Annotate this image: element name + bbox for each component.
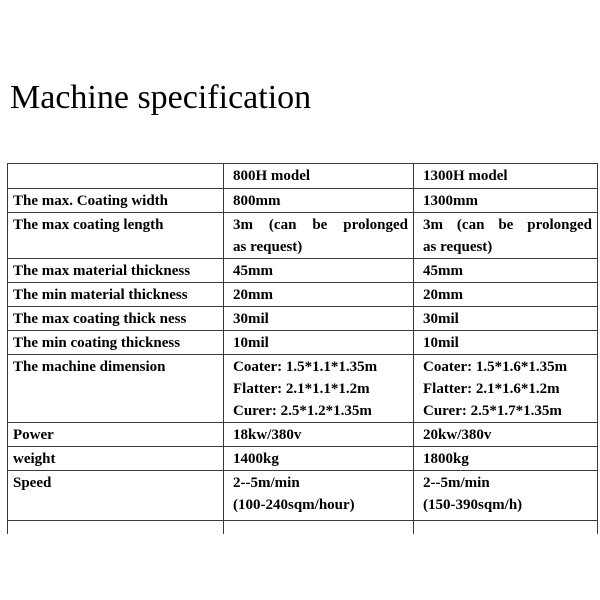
cell-value: 20mm	[423, 287, 463, 303]
spec-row-power	[8, 423, 598, 447]
value-cell-1300h	[414, 307, 598, 331]
cell-value: 1800kg	[423, 451, 469, 467]
cell-value-line: as request)	[423, 239, 493, 255]
value-cell-800h	[224, 283, 414, 307]
value-cell-1300h	[414, 259, 598, 283]
value-cell-800h	[224, 471, 414, 521]
cell-value-line: (150-390sqm/h)	[423, 497, 523, 513]
spec-row-min-material-thickness	[8, 283, 598, 307]
row-label: The max coating length	[13, 217, 164, 233]
spec-row-max-coating-width	[8, 189, 598, 213]
row-label-cell	[8, 331, 224, 355]
cell-value-line: 3m (can be prolonged	[423, 217, 592, 233]
cell-value: 10mil	[423, 335, 459, 351]
cell-value-line: Coater: 1.5*1.6*1.35m	[423, 359, 568, 375]
empty-cell	[8, 521, 224, 534]
page-title: Machine specification	[10, 79, 312, 116]
cell-value-line: Coater: 1.5*1.1*1.35m	[233, 359, 378, 375]
value-cell-800h	[224, 355, 414, 423]
value-cell-1300h	[414, 355, 598, 423]
row-label-cell	[8, 283, 224, 307]
cell-value: 10mil	[233, 335, 269, 351]
machine-spec-table	[7, 163, 598, 534]
spec-row-speed	[8, 471, 598, 521]
header-cell-empty	[8, 164, 224, 189]
cell-value-line: Flatter: 2.1*1.6*1.2m	[423, 381, 560, 397]
value-cell-1300h	[414, 447, 598, 471]
row-label-cell	[8, 189, 224, 213]
cell-value: 18kw/380v	[233, 427, 302, 443]
value-cell-800h	[224, 213, 414, 259]
value-cell-800h	[224, 423, 414, 447]
header-cell-1300h-model	[414, 164, 598, 189]
cell-value: 45mm	[423, 263, 463, 279]
spec-row-max-coating-length	[8, 213, 598, 259]
cell-value: 30mil	[423, 311, 459, 327]
value-cell-1300h	[414, 471, 598, 521]
value-cell-1300h	[414, 423, 598, 447]
column-header: 800H model	[233, 168, 311, 184]
cell-value-line: Curer: 2.5*1.7*1.35m	[423, 403, 562, 419]
row-label: Power	[13, 427, 54, 443]
cell-value-line: (100-240sqm/hour)	[233, 497, 355, 513]
cell-value-line: 3m (can be prolonged	[233, 217, 408, 233]
cell-value: 20kw/380v	[423, 427, 492, 443]
cell-value: 1400kg	[233, 451, 279, 467]
spec-row-max-material-thickness	[8, 259, 598, 283]
cell-value-line: 2--5m/min	[233, 475, 300, 491]
empty-cell	[224, 521, 414, 534]
row-label: weight	[13, 451, 56, 467]
value-cell-800h	[224, 259, 414, 283]
row-label-cell	[8, 259, 224, 283]
header-cell-800h-model	[224, 164, 414, 189]
cell-value: 20mm	[233, 287, 273, 303]
value-cell-800h	[224, 331, 414, 355]
cell-value-line: Curer: 2.5*1.2*1.35m	[233, 403, 372, 419]
cell-value-line: 2--5m/min	[423, 475, 490, 491]
value-cell-800h	[224, 307, 414, 331]
value-cell-800h	[224, 189, 414, 213]
row-label: The min material thickness	[13, 287, 188, 303]
cell-value: 1300mm	[423, 193, 478, 209]
row-label-cell	[8, 471, 224, 521]
cell-value: 800mm	[233, 193, 281, 209]
cell-value: 45mm	[233, 263, 273, 279]
spec-row-max-coating-thickness	[8, 307, 598, 331]
empty-cell	[414, 521, 598, 534]
row-label-cell	[8, 213, 224, 259]
spec-row-weight	[8, 447, 598, 471]
empty-truncated-row	[8, 521, 598, 534]
row-label: The machine dimension	[13, 359, 166, 375]
value-cell-1300h	[414, 213, 598, 259]
row-label: The max coating thick ness	[13, 311, 187, 327]
row-label: Speed	[13, 475, 52, 491]
row-label: The min coating thickness	[13, 335, 181, 351]
row-label-cell	[8, 355, 224, 423]
row-label-cell	[8, 447, 224, 471]
row-label-cell	[8, 423, 224, 447]
spec-row-min-coating-thickness	[8, 331, 598, 355]
value-cell-800h	[224, 447, 414, 471]
cell-value: 30mil	[233, 311, 269, 327]
value-cell-1300h	[414, 283, 598, 307]
spec-row-machine-dimension	[8, 355, 598, 423]
value-cell-1300h	[414, 331, 598, 355]
table-header-row	[8, 164, 598, 189]
row-label-cell	[8, 307, 224, 331]
row-label: The max material thickness	[13, 263, 191, 279]
row-label: The max. Coating width	[13, 193, 169, 209]
cell-value-line: as request)	[233, 239, 303, 255]
cell-value-line: Flatter: 2.1*1.1*1.2m	[233, 381, 370, 397]
column-header: 1300H model	[423, 168, 508, 184]
value-cell-1300h	[414, 189, 598, 213]
